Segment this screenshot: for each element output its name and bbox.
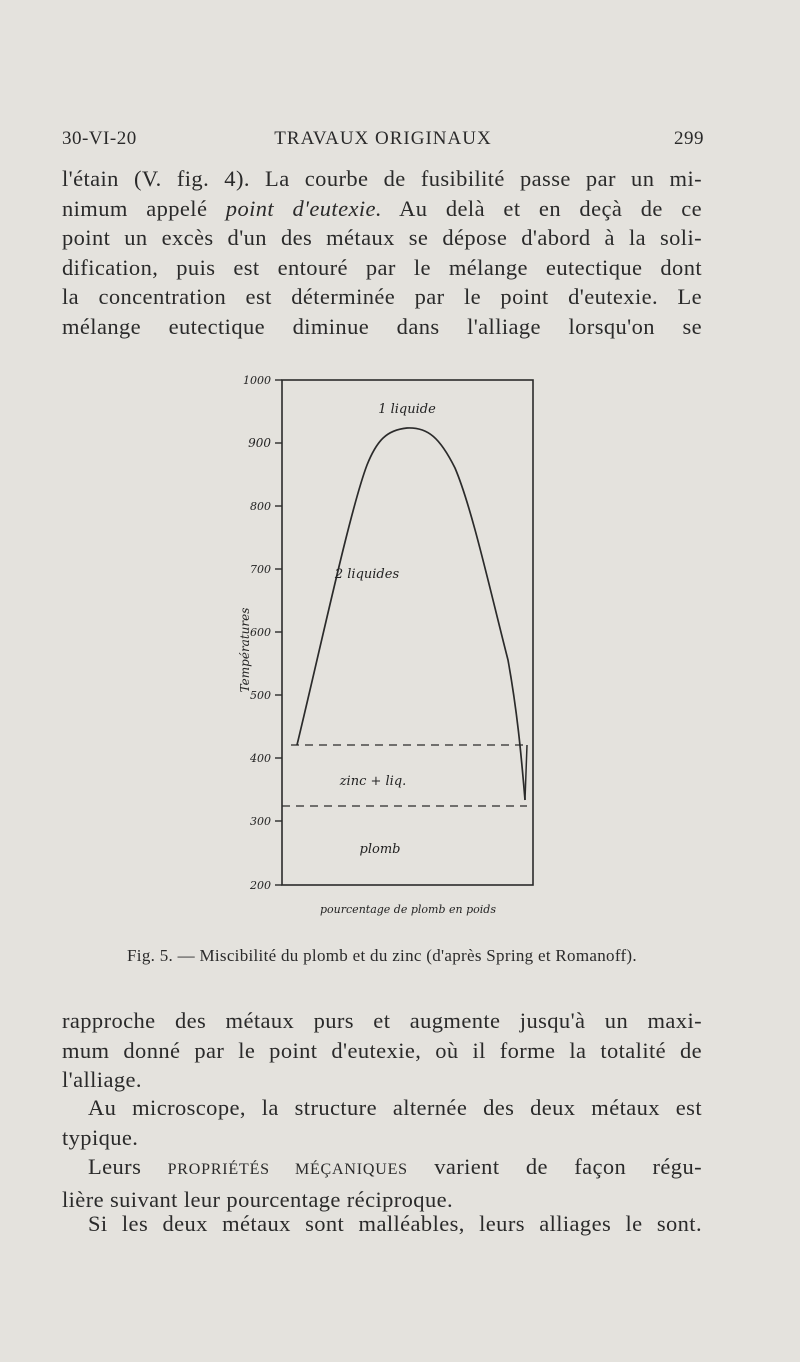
region-label-plomb: plomb (359, 842, 401, 857)
text-line: mum donné par le point d'eutexie, où il forme la totalité de (62, 1037, 702, 1063)
text-span: nimum appelé (62, 195, 226, 221)
miscibility-curve (297, 428, 525, 800)
y-ticks (275, 380, 282, 885)
y-tick-label: 200 (250, 879, 271, 892)
paragraph-proprietes (62, 1152, 702, 1214)
y-tick-label: 800 (250, 500, 271, 513)
text-line (62, 1152, 702, 1185)
y-tick-label: 400 (250, 752, 271, 765)
region-label-2-liquides: 2 liquides (334, 567, 400, 582)
text-span: Au delà et en deçà de ce (381, 195, 702, 221)
paragraph-microscope (62, 1093, 702, 1152)
text-line: l'alliage. (62, 1067, 142, 1093)
paragraph-fusibility (62, 164, 702, 342)
text-line: rapproche des métaux purs et augmente jusqu'à un maxi- (62, 1008, 702, 1033)
header-date: 30-VI-20 (62, 128, 137, 149)
page-number: 299 (674, 128, 704, 149)
y-tick-label: 600 (250, 626, 271, 639)
region-label-1-liquide: 1 liquide (378, 402, 436, 417)
x-axis-label: pourcentage de plomb en poids (320, 903, 496, 916)
phase-diagram (225, 360, 555, 920)
text-line: Si les deux métaux sont malléables, leurs alliages le sont. (88, 1211, 702, 1236)
text-span: Leurs (88, 1154, 168, 1179)
text-line: dification, puis est entouré par le mélange eutectique dont (62, 254, 702, 280)
figure-caption: Fig. 5. — Miscibilité du plomb et du zinc (d'après Spring et Romanoff). (127, 946, 637, 965)
text-line: lière suivant leur pourcentage réciproque. (62, 1186, 454, 1212)
y-tick-label: 1000 (243, 374, 271, 387)
y-tick-label: 700 (250, 563, 271, 576)
text-line: mélange eutectique diminue dans l'alliage lorsqu'on se (62, 313, 702, 339)
y-axis-label: Températures (238, 607, 252, 693)
plot-frame (282, 380, 533, 885)
text-line: l'étain (V. fig. 4). La courbe de fusibilité passe par un mi- (62, 166, 702, 191)
text-line: point un excès d'un des métaux se dépose d'abord à la soli- (62, 225, 702, 251)
header-title: TRAVAUX ORIGINAUX (274, 128, 492, 149)
miscibility-figure (225, 360, 555, 920)
region-label-zinc-liq: zinc + liq. (339, 774, 407, 789)
y-tick-label: 500 (250, 689, 271, 702)
paragraph-malleables (62, 1209, 702, 1239)
text-line: la concentration est déterminée par le point d'eutexie. Le (62, 284, 702, 310)
text-line (62, 194, 702, 224)
italic-term: point d'eutexie. (225, 195, 382, 221)
paragraph-eutexie (62, 1006, 702, 1095)
small-caps-term: PROPRIÉTÉS MÉÇANIQUES (167, 1161, 408, 1178)
text-line: typique. (62, 1124, 139, 1150)
y-tick-label: 900 (248, 436, 271, 450)
curve-tail (525, 745, 527, 800)
running-head (62, 128, 704, 158)
y-tick-label: 300 (250, 815, 271, 828)
text-span: varient de façon régu- (407, 1154, 703, 1179)
text-line: Au microscope, la structure alternée des deux métaux est (88, 1095, 702, 1120)
